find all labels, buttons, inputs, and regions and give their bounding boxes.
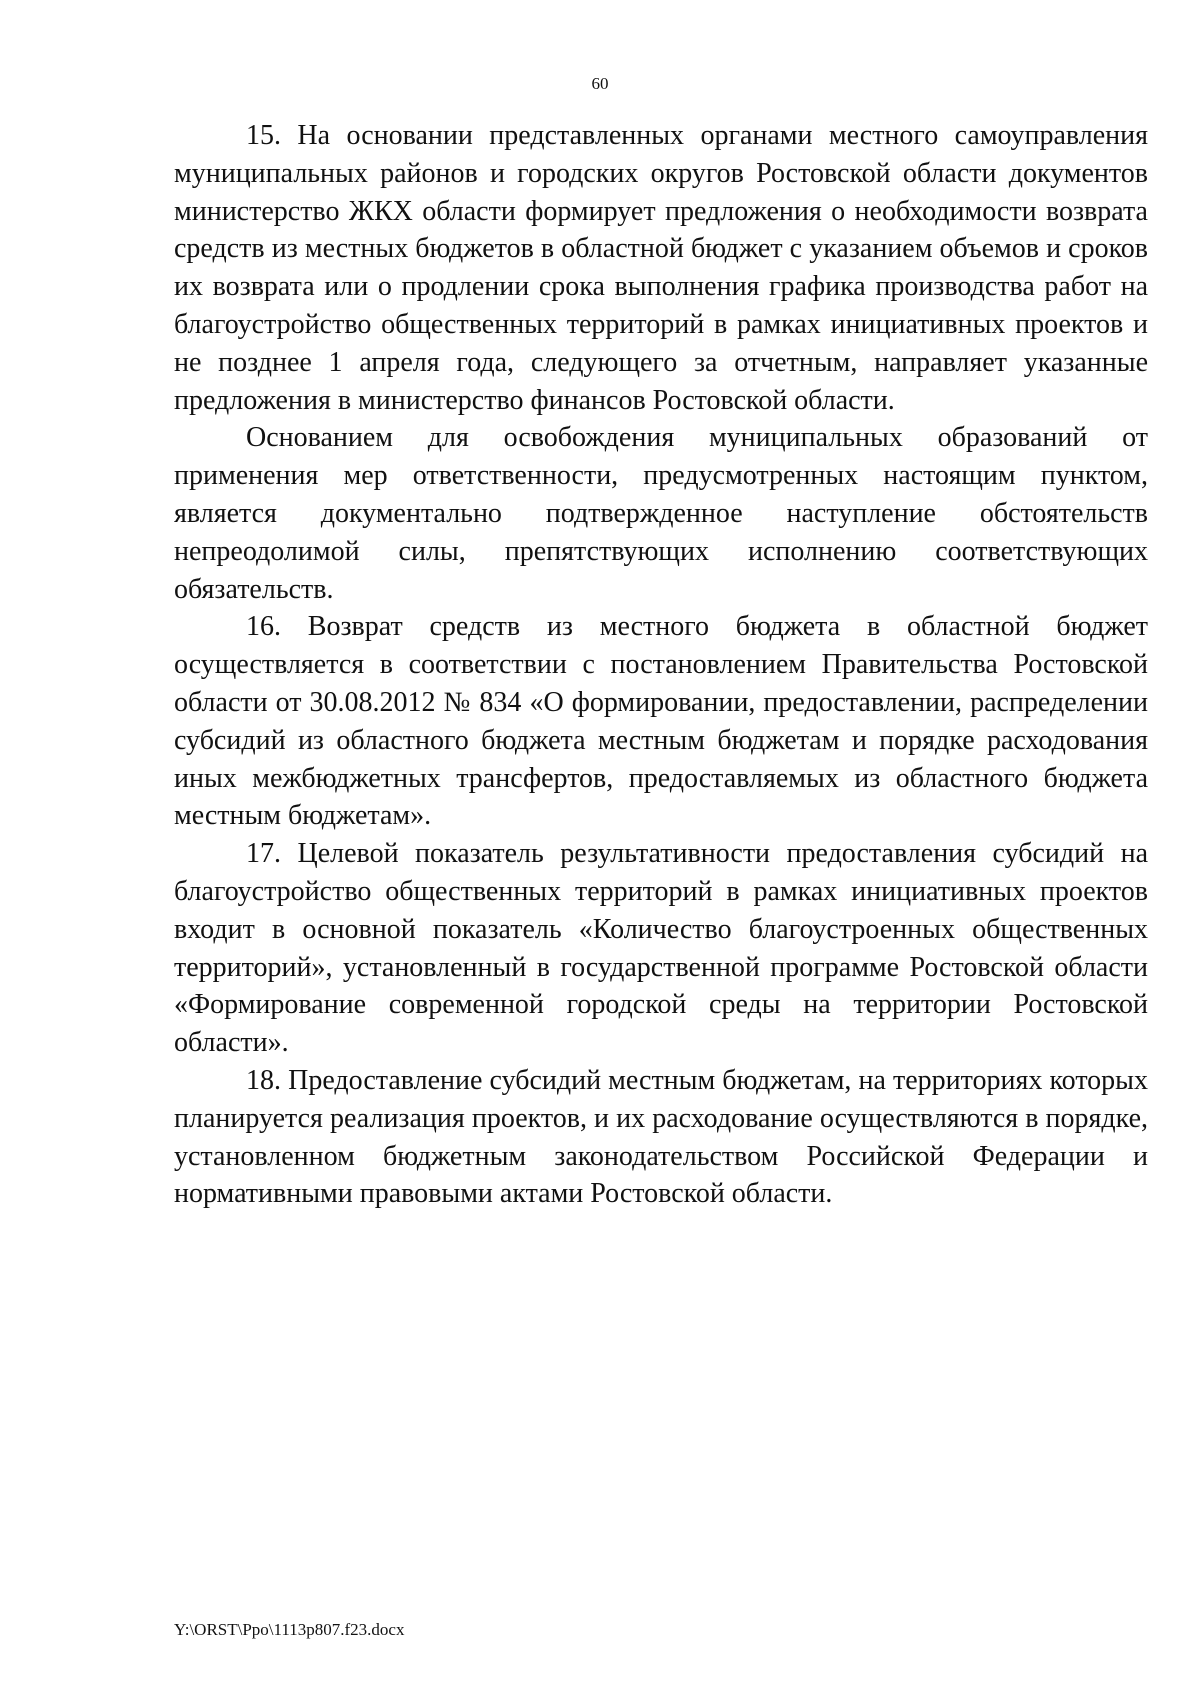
paragraph-17: 17. Целевой показатель результативности предоставления субсидий на благоустройство общественных территорий в рамках инициативных проектов входит в основной показатель «Количество благоустроенных общественных территорий», установленный в государственной программе Ростовской области «Формирование современной городской среды на территории Ростовской области». [174, 838, 1148, 1059]
document-body [174, 117, 1148, 1213]
paragraph-15-exemption: Основанием для освобождения муниципальных образований от применения мер ответственности, предусмотренных настоящим пунктом, является документально подтвержденное наступление обстоятельств непреодолимой силы, препятствующих исполнению соответствующих обязательств. [174, 422, 1148, 605]
paragraph-18: 18. Предоставление субсидий местным бюджетам, на территориях которых планируется реализация проектов, и их расходование осуществляются в порядке, установленном бюджетным законодательством Российской Федерации и нормативными правовыми актами Ростовской области. [174, 1064, 1148, 1210]
paragraph-15: 15. На основании представленных органами местного самоуправления муниципальных районов и городских округов Ростовской области документов министерство ЖКХ области формирует предложения о необходимости возврата средств из местных бюджетов в областной бюджет с указанием объемов и сроков их возврата или о продлении срока выполнения графика производства работ на благоустройство общественных территорий в рамках инициативных проектов и не позднее 1 апреля года, следующего за отчетным, направляет указанные предложения в министерство финансов Ростовской области. [174, 120, 1148, 416]
footer-file-path: Y:\ORST\Ppo\1113p807.f23.docx [174, 1620, 405, 1639]
paragraph-16: 16. Возврат средств из местного бюджета в областной бюджет осуществляется в соответствии с постановлением Правительства Ростовской области от 30.08.2012 № 834 «О формировании, предоставлении, распределении субсидий из областного бюджета местным бюджетам и порядке расходования иных межбюджетных трансфертов, предоставляемых из областного бюджета местным бюджетам». [174, 611, 1148, 832]
page-number: 60 [591, 74, 609, 93]
